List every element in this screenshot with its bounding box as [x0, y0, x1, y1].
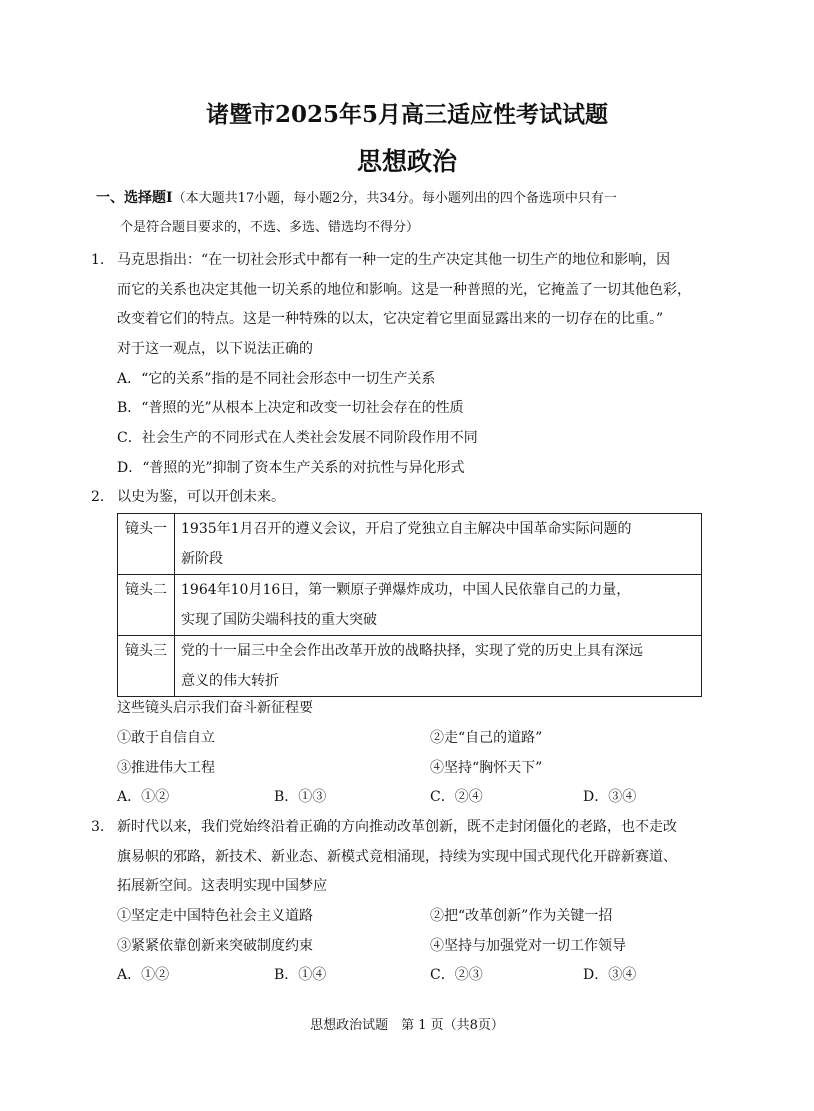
q2-choice-a: A．①② — [117, 789, 170, 805]
q2-item-3: ③推进伟大工程 — [117, 760, 215, 776]
q3-stem-line: 旗易帜的邪路，新技术、新业态、新模式竞相涌现，持续为实现中国式现代化开辟新赛道、 — [117, 849, 677, 865]
section-heading: 一、选择题Ⅰ — [96, 190, 173, 206]
q3-number: 3. — [91, 819, 105, 835]
q2-choice-c: C．②④ — [430, 789, 483, 805]
q1-option-c: C．社会生产的不同形式在人类社会发展不同阶段作用不同 — [117, 430, 478, 446]
q3-choice-b: B．①④ — [274, 967, 327, 983]
q1-stem-line: 对于这一观点，以下说法正确的 — [117, 341, 313, 357]
q3-item-2: ②把“改革创新”作为关键一招 — [430, 908, 613, 924]
table-row — [118, 636, 702, 697]
q2-choice-d: D．③④ — [583, 789, 637, 805]
q1-option-d: D．“普照的光”抑制了资本生产关系的对抗性与异化形式 — [117, 460, 465, 476]
q2-after-stem: 这些镜头启示我们奋斗新征程要 — [117, 700, 313, 716]
q1-option-a: A．“它的关系”指的是不同社会形态中一切生产关系 — [117, 371, 436, 387]
history-scenes-table — [117, 513, 702, 697]
section-note-2: 个是符合题目要求的，不选、多选、错选均不得分） — [120, 220, 420, 235]
subject-title: 思想政治 — [356, 147, 457, 176]
q2-item-1: ①敢于自信自立 — [117, 730, 215, 746]
table-row — [118, 575, 702, 636]
q2-number: 2. — [91, 489, 105, 505]
section-note-1: （本大题共17小题，每小题2分，共34分。每小题列出的四个备选项中只有一 — [172, 191, 617, 206]
q1-number: 1. — [91, 252, 105, 268]
q3-stem-line: 拓展新空间。这表明实现中国梦应 — [117, 878, 327, 894]
q3-item-4: ④坚持与加强党对一切工作领导 — [430, 938, 626, 954]
page-footer: 思想政治试题 第 1 页（共8页） — [310, 1018, 504, 1033]
scene-key: 镜头二 — [118, 575, 175, 636]
section-heading-line — [96, 188, 617, 209]
table-row — [118, 514, 702, 575]
q1-stem-line: 改变着它们的特点。这是一种特殊的以太，它决定着它里面显露出来的一切存在的比重。” — [117, 311, 664, 327]
scene-key: 镜头一 — [118, 514, 175, 575]
scene-text: 党的十一届三中全会作出改革开放的战略抉择，实现了党的历史上具有深远 意义的伟大转折 — [175, 636, 702, 697]
scene-text: 1935年1月召开的遵义会议，开启了党独立自主解决中国革命实际问题的 新阶段 — [175, 514, 702, 575]
q2-item-2: ②走“自己的道路” — [430, 730, 543, 746]
q2-stem: 以史为鉴，可以开创未来。 — [117, 489, 285, 505]
scene-key: 镜头三 — [118, 636, 175, 697]
q3-stem-line: 新时代以来，我们党始终沿着正确的方向推动改革创新，既不走封闭僵化的老路，也不走改 — [117, 819, 677, 835]
scene-text: 1964年10月16日，第一颗原子弹爆炸成功，中国人民依靠自己的力量， 实现了国防尖端科技的重大突破 — [175, 575, 702, 636]
q2-choice-b: B．①③ — [274, 789, 327, 805]
exam-title: 诸暨市2025年5月高三适应性考试试题 — [205, 101, 609, 128]
q1-option-b: B．“普照的光”从根本上决定和改变一切社会存在的性质 — [117, 400, 464, 416]
q1-stem-line: 而它的关系也决定其他一切关系的地位和影响。这是一种普照的光，它掩盖了一切其他色彩， — [117, 282, 691, 298]
q3-item-3: ③紧紧依靠创新来突破制度约束 — [117, 938, 313, 954]
q3-choice-c: C．②③ — [430, 967, 483, 983]
q3-item-1: ①坚定走中国特色社会主义道路 — [117, 908, 313, 924]
q1-stem-line: 马克思指出：“在一切社会形式中都有一种一定的生产决定其他一切生产的地位和影响，因 — [117, 252, 671, 268]
q3-choice-d: D．③④ — [583, 967, 637, 983]
q2-item-4: ④坚持“胸怀天下” — [430, 760, 543, 776]
q3-choice-a: A．①② — [117, 967, 170, 983]
